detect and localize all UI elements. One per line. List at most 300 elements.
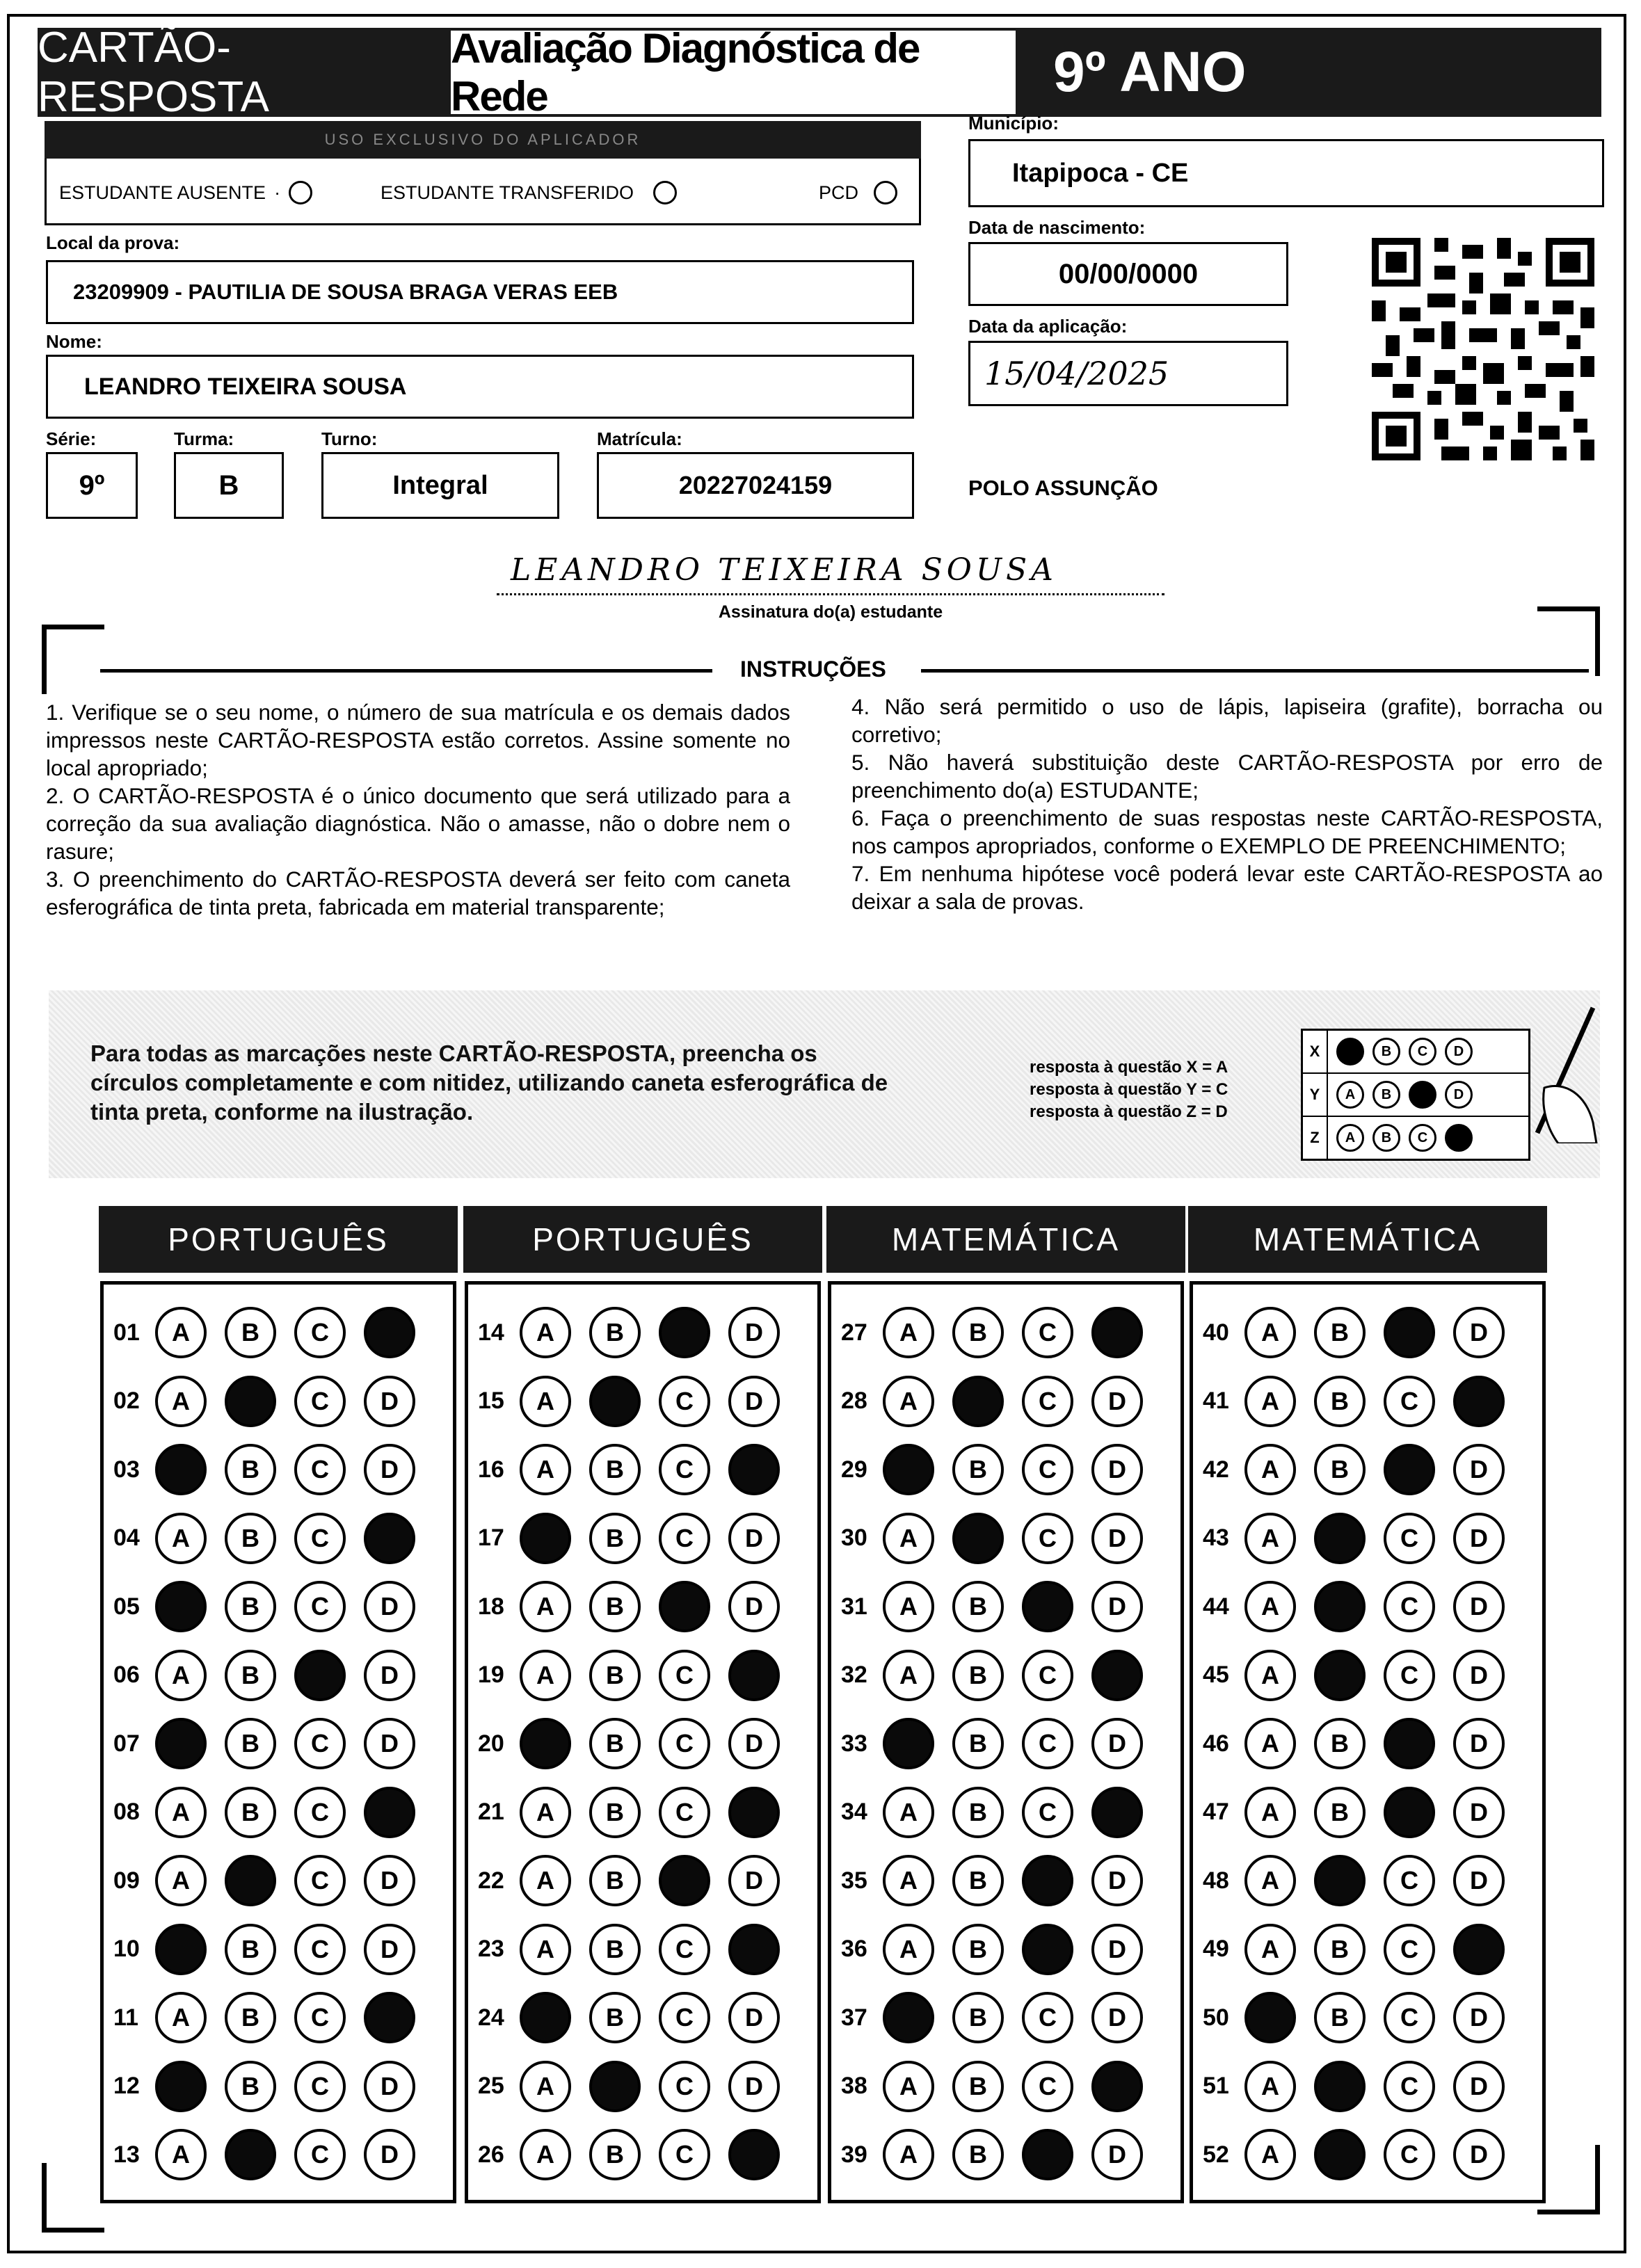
question-row: [1203, 1577, 1523, 1636]
local-field: 23209909 - PAUTILIA DE SOUSA BRAGA VERAS EEB: [46, 260, 914, 324]
answer-bubble[interactable]: A: [1244, 2061, 1296, 2112]
answer-bubble-marked[interactable]: [155, 1718, 207, 1769]
answer-bubble-marked[interactable]: [659, 1855, 710, 1906]
answer-bubble[interactable]: B: [952, 1992, 1004, 2043]
answer-bubble[interactable]: A: [520, 1376, 571, 1427]
answer-bubble[interactable]: D: [728, 1718, 780, 1769]
answer-bubble[interactable]: A: [883, 1581, 934, 1632]
answer-bubble[interactable]: A: [155, 1307, 207, 1358]
instructions-rule-left: [100, 669, 712, 673]
question-row: [841, 1920, 1161, 1979]
answer-bubble-marked[interactable]: [155, 2061, 207, 2112]
answer-bubble[interactable]: B: [589, 1787, 641, 1838]
answer-bubble[interactable]: C: [294, 1581, 346, 1632]
question-row: [113, 1714, 433, 1774]
answer-bubble-marked[interactable]: [225, 2129, 276, 2180]
question-number: 17: [478, 1525, 504, 1551]
answer-bubble[interactable]: A: [155, 1855, 207, 1906]
answer-bubble[interactable]: A: [883, 1650, 934, 1701]
example-grid: [1301, 1029, 1530, 1161]
answer-bubble[interactable]: D: [1091, 1513, 1143, 1564]
answer-bubble[interactable]: D: [364, 2129, 415, 2180]
answer-bubble-marked[interactable]: [1314, 1513, 1366, 1564]
answer-bubble[interactable]: C: [294, 2129, 346, 2180]
question-number: 15: [478, 1388, 504, 1414]
answer-bubble[interactable]: B: [952, 2061, 1004, 2112]
example-resp-y: resposta à questão Y = C: [1030, 1080, 1228, 1099]
answer-bubble[interactable]: B: [1314, 1307, 1366, 1358]
answer-bubble-marked[interactable]: [1384, 1718, 1435, 1769]
answer-bubble[interactable]: C: [1022, 1787, 1073, 1838]
question-row: [1203, 1783, 1523, 1842]
example-bubble: A: [1336, 1124, 1364, 1152]
answer-bubble[interactable]: B: [589, 1307, 641, 1358]
question-number: 06: [113, 1662, 140, 1688]
answer-bubble[interactable]: B: [952, 1855, 1004, 1906]
question-number: 40: [1203, 1319, 1229, 1346]
question-number: 51: [1203, 2073, 1229, 2099]
question-number: 44: [1203, 1593, 1229, 1620]
answer-bubble[interactable]: C: [659, 1992, 710, 2043]
answer-bubble[interactable]: D: [1453, 1787, 1505, 1838]
answer-bubble[interactable]: D: [1453, 1855, 1505, 1906]
answer-bubble[interactable]: B: [225, 1444, 276, 1495]
column-header: PORTUGUÊS: [463, 1206, 822, 1273]
answer-bubble-marked[interactable]: [1091, 1307, 1143, 1358]
answer-bubble-marked[interactable]: [952, 1376, 1004, 1427]
instructions-left: 1. Verifique se o seu nome, o número de sua matrícula e os demais dados impressos neste CARTÃO-RESPOSTA estão corretos. Assine somente no local apropriado; 2. O CARTÃO-RESPOSTA é o único documento que será utilizado para a correção da sua avaliação diagnóstica. Não o amasse, não o dobre nem o rasure; 3. O preenchimento do CARTÃO-RESPOSTA deverá ser feito com caneta esferográfica de tinta preta, fabricada em material transparente;: [46, 700, 790, 919]
question-number: 10: [113, 1936, 140, 1962]
example-bubble: C: [1409, 1124, 1436, 1152]
answer-bubble[interactable]: A: [1244, 1787, 1296, 1838]
question-number: 48: [1203, 1867, 1229, 1894]
answer-bubble[interactable]: A: [1244, 1513, 1296, 1564]
answer-bubble[interactable]: C: [294, 1307, 346, 1358]
answer-bubble[interactable]: C: [1022, 1718, 1073, 1769]
answer-bubble-marked[interactable]: [589, 1376, 641, 1427]
answer-bubble[interactable]: C: [659, 1376, 710, 1427]
question-number: 08: [113, 1799, 140, 1825]
answer-bubble-marked[interactable]: [1314, 2129, 1366, 2180]
answer-bubble[interactable]: C: [294, 1718, 346, 1769]
answer-bubble[interactable]: B: [225, 1581, 276, 1632]
answer-bubble[interactable]: B: [225, 1307, 276, 1358]
question-row: [841, 1303, 1161, 1362]
answer-bubble[interactable]: A: [520, 1444, 571, 1495]
answer-bubble[interactable]: C: [659, 1924, 710, 1975]
nascimento-label: Data de nascimento:: [968, 217, 1146, 238]
question-number: 09: [113, 1867, 140, 1894]
answer-bubble[interactable]: D: [728, 2061, 780, 2112]
example-question-label: Z: [1303, 1117, 1328, 1159]
answer-bubble[interactable]: B: [589, 1718, 641, 1769]
question-number: 31: [841, 1593, 867, 1620]
name-label: Nome:: [46, 331, 102, 352]
answer-sheet: [7, 14, 1626, 2253]
answer-bubble[interactable]: B: [225, 1787, 276, 1838]
answer-bubble[interactable]: C: [294, 1444, 346, 1495]
example-text: Para todas as marcações neste CARTÃO-RESPOSTA, preencha os círculos completamente e com nitidez, utilizando caneta esferográfica de tinta preta, conforme na ilustração.: [90, 1040, 888, 1125]
answer-bubble[interactable]: D: [728, 1992, 780, 2043]
answer-column: [465, 1281, 821, 2203]
answer-bubble[interactable]: C: [294, 1924, 346, 1975]
answer-bubble[interactable]: A: [883, 2129, 934, 2180]
answer-bubble[interactable]: B: [1314, 1924, 1366, 1975]
answer-bubble[interactable]: C: [294, 1855, 346, 1906]
signature-line: LEANDRO TEIXEIRA SOUSA: [497, 552, 1164, 595]
answer-bubble[interactable]: D: [1091, 1444, 1143, 1495]
answer-bubble[interactable]: A: [883, 1376, 934, 1427]
answer-bubble[interactable]: D: [1453, 1307, 1505, 1358]
answer-bubble[interactable]: A: [155, 1376, 207, 1427]
answer-bubble[interactable]: D: [1091, 1718, 1143, 1769]
answer-bubble-marked[interactable]: [1091, 1650, 1143, 1701]
question-row: [113, 1988, 433, 2048]
answer-bubble[interactable]: D: [1453, 1992, 1505, 2043]
sheet-title: CARTÃO-RESPOSTA: [38, 28, 448, 117]
answer-bubble[interactable]: A: [155, 1650, 207, 1701]
answer-bubble[interactable]: D: [1453, 1718, 1505, 1769]
answer-bubble[interactable]: B: [225, 1924, 276, 1975]
answer-bubble-marked[interactable]: [883, 1992, 934, 2043]
question-number: 50: [1203, 2004, 1229, 2031]
answer-bubble[interactable]: D: [364, 1581, 415, 1632]
answer-bubble[interactable]: C: [659, 1787, 710, 1838]
answer-bubble[interactable]: C: [659, 2061, 710, 2112]
answer-bubble[interactable]: C: [1384, 1376, 1435, 1427]
answer-bubble[interactable]: A: [883, 2061, 934, 2112]
answer-bubble[interactable]: B: [952, 1307, 1004, 1358]
question-row: [841, 2057, 1161, 2116]
answer-bubble[interactable]: D: [728, 1307, 780, 1358]
answer-bubble[interactable]: B: [952, 1924, 1004, 1975]
answer-bubble-marked[interactable]: [364, 1992, 415, 2043]
question-row: [841, 1988, 1161, 2048]
answer-bubble[interactable]: A: [1244, 1376, 1296, 1427]
answer-bubble[interactable]: C: [659, 1513, 710, 1564]
answer-bubble[interactable]: C: [1384, 2061, 1435, 2112]
answer-bubble[interactable]: D: [728, 1376, 780, 1427]
answer-bubble[interactable]: C: [294, 2061, 346, 2112]
answer-bubble[interactable]: B: [589, 1581, 641, 1632]
answer-bubble[interactable]: B: [952, 1787, 1004, 1838]
answer-bubble-marked[interactable]: [364, 1513, 415, 1564]
answer-bubble-marked[interactable]: [1244, 1992, 1296, 2043]
answer-bubble[interactable]: A: [520, 1307, 571, 1358]
answer-bubble[interactable]: D: [1453, 1513, 1505, 1564]
municipio-field: Itapipoca - CE: [968, 139, 1604, 207]
answer-bubble-marked[interactable]: [1314, 1581, 1366, 1632]
question-number: 41: [1203, 1388, 1229, 1414]
answer-bubble[interactable]: D: [728, 1513, 780, 1564]
question-row: [478, 1783, 798, 1842]
answer-bubble[interactable]: D: [1091, 1855, 1143, 1906]
answer-bubble[interactable]: B: [952, 2129, 1004, 2180]
question-row: [1203, 1851, 1523, 1911]
answer-bubble-marked[interactable]: [1453, 1924, 1505, 1975]
answer-bubble[interactable]: A: [155, 1992, 207, 2043]
answer-bubble[interactable]: C: [1384, 1924, 1435, 1975]
question-row: [841, 1372, 1161, 1431]
answer-bubble[interactable]: C: [659, 1718, 710, 1769]
answer-bubble-marked[interactable]: [364, 1787, 415, 1838]
question-number: 47: [1203, 1799, 1229, 1825]
answer-bubble-marked[interactable]: [883, 1444, 934, 1495]
answer-bubble[interactable]: D: [1091, 2129, 1143, 2180]
question-row: [841, 1851, 1161, 1911]
question-row: [1203, 1920, 1523, 1979]
answer-bubble[interactable]: C: [1384, 1650, 1435, 1701]
question-row: [478, 1440, 798, 1499]
answer-bubble[interactable]: C: [1022, 1513, 1073, 1564]
answer-bubble[interactable]: B: [952, 1444, 1004, 1495]
answer-bubble-marked[interactable]: [155, 1581, 207, 1632]
answer-bubble[interactable]: B: [589, 1855, 641, 1906]
transferred-checkbox[interactable]: [653, 181, 677, 204]
question-number: 45: [1203, 1662, 1229, 1688]
answer-bubble[interactable]: C: [1384, 1513, 1435, 1564]
answer-bubble[interactable]: C: [1022, 1650, 1073, 1701]
answer-bubble[interactable]: A: [1244, 1924, 1296, 1975]
answer-bubble[interactable]: C: [1384, 2129, 1435, 2180]
answer-bubble-marked[interactable]: [728, 1650, 780, 1701]
answer-bubble-marked[interactable]: [659, 1581, 710, 1632]
answer-bubble-marked[interactable]: [728, 1924, 780, 1975]
answer-bubble-marked[interactable]: [294, 1650, 346, 1701]
answer-bubble[interactable]: D: [364, 1924, 415, 1975]
question-number: 11: [113, 2004, 138, 2031]
question-row: [478, 1920, 798, 1979]
answer-bubble[interactable]: B: [1314, 1787, 1366, 1838]
answer-bubble[interactable]: B: [1314, 1376, 1366, 1427]
answer-bubble[interactable]: A: [883, 1924, 934, 1975]
answer-column: [100, 1281, 456, 2203]
question-number: 23: [478, 1936, 504, 1962]
answer-bubble-marked[interactable]: [1314, 1855, 1366, 1906]
answer-bubble-marked[interactable]: [1022, 2129, 1073, 2180]
answer-bubble[interactable]: A: [883, 1513, 934, 1564]
question-row: [113, 1920, 433, 1979]
answer-bubble-marked[interactable]: [520, 1992, 571, 2043]
answer-bubble[interactable]: C: [659, 1650, 710, 1701]
question-number: 32: [841, 1662, 867, 1688]
question-row: [1203, 2057, 1523, 2116]
answer-bubble[interactable]: D: [1453, 1581, 1505, 1632]
example-bubble: B: [1372, 1124, 1400, 1152]
answer-bubble[interactable]: B: [225, 1650, 276, 1701]
answer-bubble[interactable]: C: [294, 1376, 346, 1427]
question-row: [113, 1577, 433, 1636]
serie-label: Série:: [46, 428, 97, 449]
question-row: [478, 1577, 798, 1636]
answer-bubble[interactable]: A: [1244, 1855, 1296, 1906]
answer-bubble-marked[interactable]: [520, 1513, 571, 1564]
answer-bubble-marked[interactable]: [1091, 2061, 1143, 2112]
answer-bubble[interactable]: C: [1384, 1992, 1435, 2043]
answer-bubble[interactable]: A: [883, 1855, 934, 1906]
question-row: [478, 1509, 798, 1568]
grade-label: 9º ANO: [1018, 28, 1601, 117]
transferred-option[interactable]: [381, 181, 677, 204]
answer-bubble[interactable]: B: [589, 1924, 641, 1975]
answer-bubble-marked[interactable]: [225, 1376, 276, 1427]
answer-bubble[interactable]: A: [1244, 1444, 1296, 1495]
answer-bubble[interactable]: D: [1091, 1992, 1143, 2043]
answer-bubble-marked[interactable]: [155, 1444, 207, 1495]
answer-bubble[interactable]: D: [364, 1650, 415, 1701]
answer-bubble[interactable]: A: [155, 1787, 207, 1838]
answer-bubble[interactable]: A: [520, 2129, 571, 2180]
answer-bubble[interactable]: A: [883, 1307, 934, 1358]
answer-bubble[interactable]: A: [1244, 2129, 1296, 2180]
answer-bubble[interactable]: B: [1314, 1718, 1366, 1769]
aplicacao-field: 15/04/2025: [968, 341, 1288, 406]
answer-bubble[interactable]: D: [728, 1581, 780, 1632]
answer-bubble[interactable]: B: [952, 1718, 1004, 1769]
answer-bubble[interactable]: C: [1022, 1992, 1073, 2043]
answer-bubble-marked[interactable]: [520, 1718, 571, 1769]
answer-bubble-marked[interactable]: [1384, 1307, 1435, 1358]
answer-bubble[interactable]: A: [520, 2061, 571, 2112]
answer-bubble[interactable]: C: [1022, 2061, 1073, 2112]
answer-bubble[interactable]: A: [520, 1581, 571, 1632]
answer-bubble[interactable]: C: [1384, 1581, 1435, 1632]
pcd-option[interactable]: [819, 181, 897, 204]
absent-option[interactable]: ESTUDANTE AUSENTE ·: [59, 181, 312, 204]
answer-bubble[interactable]: D: [1453, 2061, 1505, 2112]
answer-bubble-marked[interactable]: [1314, 2061, 1366, 2112]
answer-bubble[interactable]: C: [1022, 1376, 1073, 1427]
answer-bubble[interactable]: A: [1244, 1650, 1296, 1701]
question-number: 01: [113, 1319, 140, 1346]
answer-bubble[interactable]: D: [1453, 1650, 1505, 1701]
answer-bubble[interactable]: A: [155, 1513, 207, 1564]
answer-bubble-marked[interactable]: [659, 1307, 710, 1358]
turno-label: Turno:: [321, 428, 378, 449]
answer-bubble[interactable]: B: [589, 1992, 641, 2043]
question-row: [113, 1372, 433, 1431]
answer-bubble[interactable]: C: [294, 1992, 346, 2043]
answer-bubble[interactable]: B: [589, 2129, 641, 2180]
answer-bubble[interactable]: D: [364, 1718, 415, 1769]
example-bubble: D: [1445, 1081, 1473, 1109]
example-bubble: D: [1445, 1038, 1473, 1065]
answer-bubble-marked[interactable]: [883, 1718, 934, 1769]
answer-bubble[interactable]: A: [520, 1787, 571, 1838]
answer-bubble[interactable]: A: [155, 2129, 207, 2180]
answer-bubble[interactable]: C: [294, 1513, 346, 1564]
answer-bubble[interactable]: B: [589, 1650, 641, 1701]
answer-bubble-marked[interactable]: [1022, 1924, 1073, 1975]
question-row: [1203, 1988, 1523, 2048]
answer-bubble[interactable]: A: [520, 1924, 571, 1975]
answer-bubble[interactable]: D: [728, 1855, 780, 1906]
answer-bubble[interactable]: A: [1244, 1718, 1296, 1769]
answer-bubble[interactable]: D: [1453, 1444, 1505, 1495]
answer-bubble-marked[interactable]: [364, 1307, 415, 1358]
aplicacao-label: Data da aplicação:: [968, 316, 1128, 337]
answer-bubble[interactable]: C: [294, 1787, 346, 1838]
question-number: 28: [841, 1388, 867, 1414]
signature-label: Assinatura do(a) estudante: [718, 602, 943, 622]
answer-bubble[interactable]: D: [1091, 1924, 1143, 1975]
answer-bubble[interactable]: C: [659, 1444, 710, 1495]
answer-bubble-marked[interactable]: [225, 1855, 276, 1906]
polo-label: POLO ASSUNÇÃO: [968, 476, 1158, 500]
question-row: [1203, 1509, 1523, 1568]
answer-bubble[interactable]: B: [225, 2061, 276, 2112]
answer-bubble-marked[interactable]: [155, 1924, 207, 1975]
answer-bubble-marked[interactable]: [1091, 1787, 1143, 1838]
answer-bubble[interactable]: A: [883, 1787, 934, 1838]
answer-bubble-marked[interactable]: [589, 2061, 641, 2112]
answer-bubble[interactable]: D: [1091, 1376, 1143, 1427]
answer-bubble-marked[interactable]: [728, 2129, 780, 2180]
aplicador-box: [45, 159, 921, 225]
answer-bubble[interactable]: B: [1314, 1444, 1366, 1495]
answer-bubble[interactable]: C: [1022, 1307, 1073, 1358]
question-row: [478, 1303, 798, 1362]
answer-bubble[interactable]: D: [364, 1444, 415, 1495]
pcd-checkbox[interactable]: [874, 181, 897, 204]
question-row: [1203, 1646, 1523, 1705]
answer-bubble[interactable]: B: [225, 1513, 276, 1564]
matricula-label: Matrícula:: [597, 428, 682, 449]
answer-bubble-marked[interactable]: [728, 1444, 780, 1495]
answer-bubble-marked[interactable]: [1453, 1376, 1505, 1427]
question-number: 19: [478, 1662, 504, 1688]
answer-bubble[interactable]: B: [589, 1513, 641, 1564]
answer-bubble-marked[interactable]: [1314, 1650, 1366, 1701]
question-row: [113, 2057, 433, 2116]
answer-bubble[interactable]: A: [520, 1855, 571, 1906]
answer-bubble[interactable]: B: [952, 1581, 1004, 1632]
example-question-label: X: [1303, 1031, 1328, 1072]
answer-bubble[interactable]: A: [1244, 1307, 1296, 1358]
question-row: [1203, 1714, 1523, 1774]
question-row: [113, 1783, 433, 1842]
answer-bubble[interactable]: B: [225, 1718, 276, 1769]
answer-bubble[interactable]: C: [1022, 1444, 1073, 1495]
answer-bubble[interactable]: B: [1314, 1992, 1366, 2043]
question-row: [841, 1509, 1161, 1568]
corner-mark-top-right: [1537, 606, 1600, 676]
answer-bubble[interactable]: A: [1244, 1581, 1296, 1632]
question-number: 13: [113, 2141, 140, 2168]
answer-bubble[interactable]: B: [225, 1992, 276, 2043]
answer-bubble-marked[interactable]: [1022, 1581, 1073, 1632]
pen-hand-icon: [1516, 1004, 1600, 1143]
answer-bubble[interactable]: D: [1453, 2129, 1505, 2180]
answer-bubble-marked[interactable]: [1384, 1787, 1435, 1838]
answer-bubble[interactable]: B: [952, 1650, 1004, 1701]
answer-bubble[interactable]: C: [659, 2129, 710, 2180]
answer-bubble[interactable]: C: [1384, 1855, 1435, 1906]
answer-bubble-marked[interactable]: [728, 1787, 780, 1838]
absent-checkbox[interactable]: [289, 181, 312, 204]
answer-bubble[interactable]: A: [520, 1650, 571, 1701]
answer-bubble-marked[interactable]: [1022, 1855, 1073, 1906]
answer-bubble[interactable]: B: [589, 1444, 641, 1495]
answer-bubble-marked[interactable]: [952, 1513, 1004, 1564]
answer-bubble[interactable]: D: [364, 1855, 415, 1906]
answer-bubble-marked[interactable]: [1384, 1444, 1435, 1495]
answer-bubble[interactable]: D: [364, 2061, 415, 2112]
column-header: MATEMÁTICA: [826, 1206, 1185, 1273]
answer-bubble[interactable]: D: [1091, 1581, 1143, 1632]
question-number: 22: [478, 1867, 504, 1894]
answer-bubble[interactable]: D: [364, 1376, 415, 1427]
